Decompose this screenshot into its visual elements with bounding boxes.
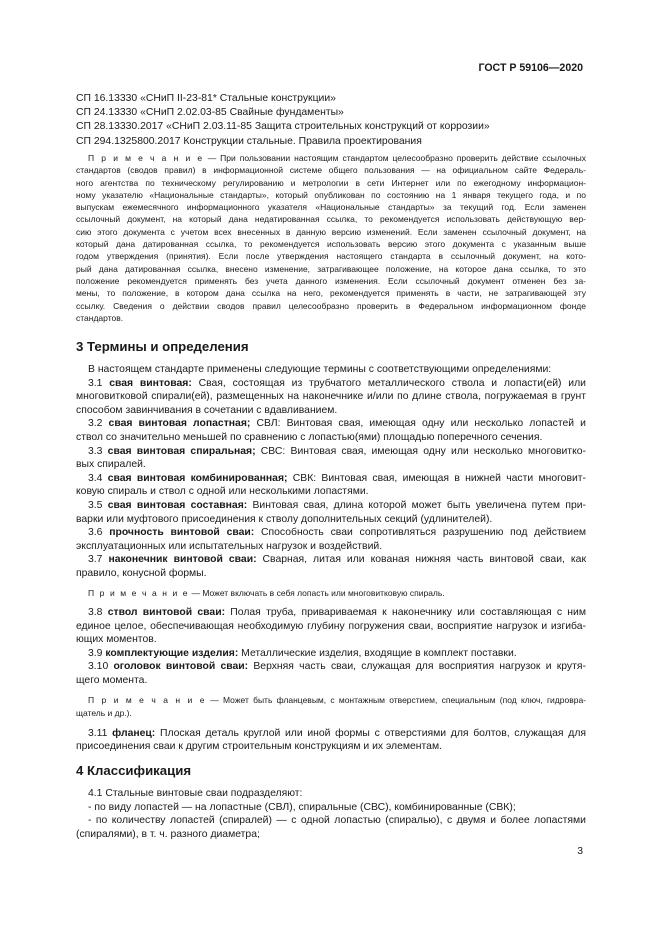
term-line: способом завинчивания в сочетании с вдавливанием. (76, 404, 338, 416)
term-3-6: 3.6 прочность винтовой сваи: Способность сваи сопротивляться разрушению под действием (88, 527, 587, 539)
term-line: вых спиралей. (76, 459, 146, 471)
note-line: положение рекомендуется применять без учета данного изменения. Если ссылочный документ отменен без за- (76, 275, 586, 286)
note-line: годом утверждения (принятия). Если после утверждения настоящего стандарта в ссылочный документ, на кото- (76, 251, 586, 262)
section-3-body (76, 363, 586, 754)
term-line: эксплуатационных или испытательных нагрузок и воздействий. (76, 540, 383, 552)
section-intro: В настоящем стандарте применены следующие термины с соответствующими определениями: (88, 364, 552, 375)
term-line: щатель и др.). (76, 708, 132, 719)
term-line: ствол со значительно меньшей по сравнению с лопастью(ями) площадью поперечного сечения. (76, 431, 543, 443)
list-item: - по виду лопастей — на лопастные (СВЛ), спиральные (СВС), комбинированные (СВК); (88, 801, 516, 813)
note-line: П р и м е ч а н и е — При пользовании настоящим стандартом целесообразно проверить действие ссылочных (88, 153, 586, 163)
term-line: щего момента. (76, 675, 148, 687)
section-4-body (76, 787, 586, 841)
note-line: ссылочный документ, на который дана недатированная ссылка, то рекомендуется использовать действующую вер- (76, 214, 586, 225)
note-line: который дана датированная ссылка, то рекомендуется использовать версию этого документа с указанным выше (76, 239, 586, 250)
term-3-10-note: П р и м е ч а н и е — Может быть фланцевым, с монтажным отверстием, специальным (под ключ, гидровра- (88, 694, 587, 705)
term-line: присоединения сваи к другим строительным конструкциям и их элементам. (76, 741, 442, 753)
reference-item: СП 24.13330 «СНиП 2.02.03-85 Свайные фундаменты» (76, 107, 344, 119)
note-line: стандартов (сводов правил) в информационной системе общего пользования — на официальном сайте Федераль- (76, 165, 586, 176)
note-line: ному указателю «Национальные стандарты», который опубликован по состоянию на 1 января текущего года, и по (76, 189, 586, 200)
reference-item: СП 28.13330.2017 «СНиП 2.03.11-85 Защита строительных конструкций от коррозии» (76, 121, 490, 133)
reference-item: СП 294.1325800.2017 Конструкции стальные. Правила проектирования (76, 135, 422, 147)
term-3-7: 3.7 наконечник винтовой сваи: Сварная, литая или кованая нижняя часть винтовой сваи, как (88, 554, 586, 566)
note-label: П р и м е ч а н и е (88, 153, 204, 163)
section-4-heading: 4 Классификация (76, 763, 192, 778)
term-3-11: 3.11 фланец: Плоская деталь круглой или иной формы с отверстиями для болтов, служащая для (88, 727, 587, 739)
note-line: сию этого документа с учетом всех внесенных в данную версию изменений. Если заменен ссылочный документ, на (76, 226, 586, 237)
clause-4-1: 4.1 Стальные винтовые сваи подразделяют: (88, 788, 303, 799)
term-3-9: 3.9 комплектующие изделия: Металлические изделия, входящие в комплект поставки. (88, 647, 517, 659)
note-line: ного агентства по техническому регулированию и метрологии в сети Интернет или по ежегодному информацион- (76, 177, 586, 188)
term-3-7-note: П р и м е ч а н и е — Может включать в себя лопасть или многовитковую спираль. (88, 587, 445, 598)
note-line: выпускам ежемесячного информационного указателя «Национальные стандарты» за текущий год. Если заменен (76, 202, 586, 213)
document-header-id: ГОСТ Р 59106—2020 (478, 62, 583, 74)
term-line: ющих моментов. (76, 634, 157, 646)
term-3-2: 3.2 свая винтовая лопастная; СВЛ: Винтовая свая, имеющая одну или несколько лопастей и (88, 418, 586, 430)
term-3-4: 3.4 свая винтовая комбинированная; СВК: Винтовая свая, имеющая в нижней части многовит- (88, 472, 586, 484)
list-item-cont: (спиралями), в т. ч. разного диаметра; (76, 828, 260, 840)
term-line: ковую спираль и ствол с одной или несколькими лопастями. (76, 486, 369, 498)
term-line: правило, конусной формы. (76, 567, 207, 579)
term-3-3: 3.3 свая винтовая спиральная; СВС: Винтовая свая, имеющая одну или несколько многовитко- (88, 445, 586, 457)
term-line: многовитковой спирали(ей), размещенных на наконечнике и/или по длине ствола, погружаемая в грунт (76, 391, 586, 403)
references-note (76, 152, 586, 324)
note-line: стандартов. (76, 312, 124, 323)
term-3-1: 3.1 свая винтовая: Свая, состоящая из трубчатого металлического ствола и лопасти(ей) или (88, 377, 586, 389)
term-line: единое целое, обеспечивающая необходимую глубину погружения сваи, восприятие нагрузок и изгиба- (76, 620, 586, 632)
term-3-8: 3.8 ствол винтовой сваи: Полая труба, привариваемая к наконечнику или составляющая с ним (88, 607, 586, 619)
page-number: 3 (577, 846, 583, 857)
term-line: варки или муфтового присоединения к стволу дополнительных секций (удлинителей). (76, 513, 493, 525)
note-line: мены, то положение, в котором дана ссылка на него, рекомендуется применять в части, не затрагивающей эту (76, 288, 586, 299)
note-line: рый дана датированная ссылка, внесено изменение, затрагивающее положение, на которое дана ссылка, то это (76, 263, 586, 274)
section-3-heading: 3 Термины и определения (76, 339, 249, 354)
term-3-10: 3.10 оголовок винтовой сваи: Верхняя часть сваи, служащая для восприятия нагрузок и крутя- (88, 661, 586, 673)
term-3-5: 3.5 свая винтовая составная: Винтовая свая, длина которой может быть увеличена путем при- (88, 499, 586, 511)
normative-references-list (76, 92, 586, 149)
reference-item: СП 16.13330 «СНиП II-23-81* Стальные конструкции» (76, 93, 336, 104)
list-item: - по количеству лопастей (спиралей) — с одной лопастью (спиралью), с двумя и более лопастями (88, 815, 586, 827)
note-line: ссылку. Сведения о действии сводов правил целесообразно проверить в Федеральном информационном фонде (76, 300, 586, 311)
